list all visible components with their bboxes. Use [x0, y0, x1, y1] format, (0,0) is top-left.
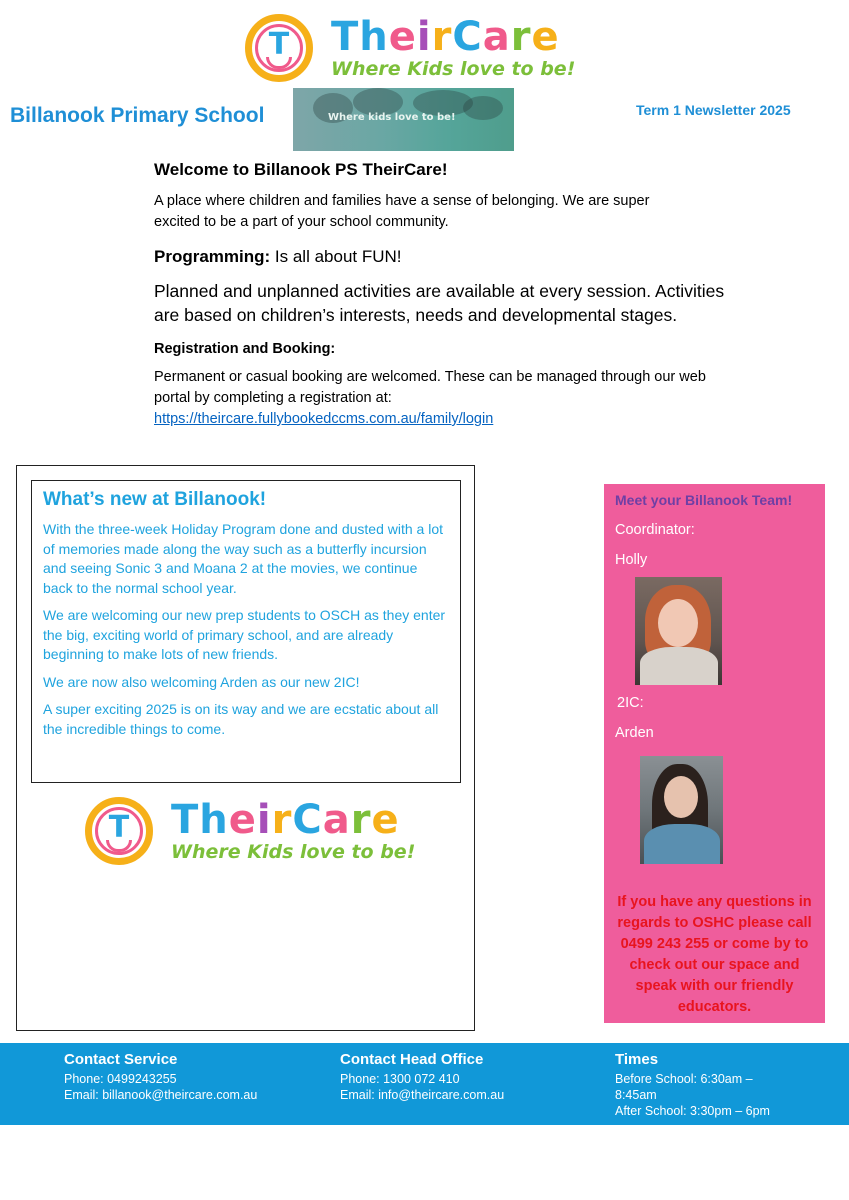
term-label: Term 1 Newsletter 2025 — [636, 102, 791, 118]
brand-tagline: Where Kids love to be! — [171, 840, 416, 863]
times-title: Times — [615, 1051, 659, 1068]
smiley-logo-icon: T — [85, 797, 153, 865]
questions-text: If you have any questions in regards to OSHC please call 0499 243 255 or come by to check out our space and speak with our friendly educators. — [617, 894, 812, 1015]
registration-text: Permanent or casual booking are welcomed. These can be managed through our web portal by completing a registration at: — [154, 369, 706, 406]
footer-times — [615, 1051, 770, 1119]
school-name: Billanook Primary School — [10, 104, 265, 127]
brand-name: TheirCare — [171, 796, 400, 843]
registration-title: Registration and Booking: — [154, 341, 336, 357]
programming-text: Is all about FUN! — [270, 247, 402, 266]
times-before-school-end: 8:45am — [615, 1088, 657, 1102]
holly-photo — [635, 577, 722, 685]
footer-head-office — [340, 1051, 504, 1103]
whats-new-box — [31, 480, 461, 783]
activities-text: Planned and unplanned activities are available at every session. Activities are based on children’s interests, needs and developmental stages. — [154, 281, 725, 325]
footer — [0, 1043, 849, 1125]
welcome-text: A place where children and families have a sense of belonging. We are super excited to be a part of your school community. — [154, 193, 650, 230]
programming-line — [154, 247, 734, 267]
intro-section — [154, 160, 734, 430]
brand-name: TheirCare — [331, 13, 560, 60]
whats-new-title: What’s new at Billanook! — [43, 489, 267, 510]
office-title: Contact Head Office — [340, 1051, 484, 1068]
second-name: Arden — [615, 725, 654, 741]
service-email: Email: billanook@theircare.com.au — [64, 1088, 258, 1102]
times-before-school: Before School: 6:30am – — [615, 1072, 753, 1086]
welcome-title: Welcome to Billanook PS TheirCare! — [154, 160, 448, 179]
service-title: Contact Service — [64, 1051, 178, 1068]
footer-contact-service — [64, 1051, 257, 1103]
team-panel — [604, 484, 825, 1023]
whats-new-paragraph: A super exciting 2025 is on its way and we are ecstatic about all the incredible things to come. — [43, 701, 439, 737]
smiley-logo-icon: T — [245, 14, 313, 82]
whats-new-paragraph: We are now also welcoming Arden as our new 2IC! — [43, 673, 360, 690]
service-phone: Phone: 0499243255 — [64, 1072, 177, 1086]
office-phone: Phone: 1300 072 410 — [340, 1072, 460, 1086]
theircare-logo-bottom — [85, 797, 415, 865]
theircare-logo-top — [245, 14, 575, 82]
registration-link[interactable]: https://theircare.fullybookedccms.com.au/family/login — [154, 411, 494, 427]
coordinator-label: Coordinator: — [615, 522, 695, 538]
brand-tagline: Where Kids love to be! — [331, 57, 576, 80]
second-label: 2IC: — [617, 695, 644, 711]
team-title: Meet your Billanook Team! — [615, 492, 793, 508]
times-after-school: After School: 3:30pm – 6pm — [615, 1104, 770, 1118]
arden-photo — [640, 756, 723, 864]
banner-image — [293, 88, 514, 151]
whats-new-paragraph: With the three-week Holiday Program done and dusted with a lot of memories made along the way such as a butterfly incursion and seeing Sonic 3 and Moana 2 at the movies, we continue back to the normal school year. — [43, 521, 443, 596]
coordinator-name: Holly — [615, 552, 648, 568]
office-email: Email: info@theircare.com.au — [340, 1088, 505, 1102]
whats-new-paragraph: We are welcoming our new prep students to OSCH as they enter the big, exciting world of primary school, and are already beginning to make lots of new friends. — [43, 607, 446, 662]
banner-text: Where kids love to be! — [328, 112, 456, 123]
programming-label: Programming: — [154, 247, 271, 266]
